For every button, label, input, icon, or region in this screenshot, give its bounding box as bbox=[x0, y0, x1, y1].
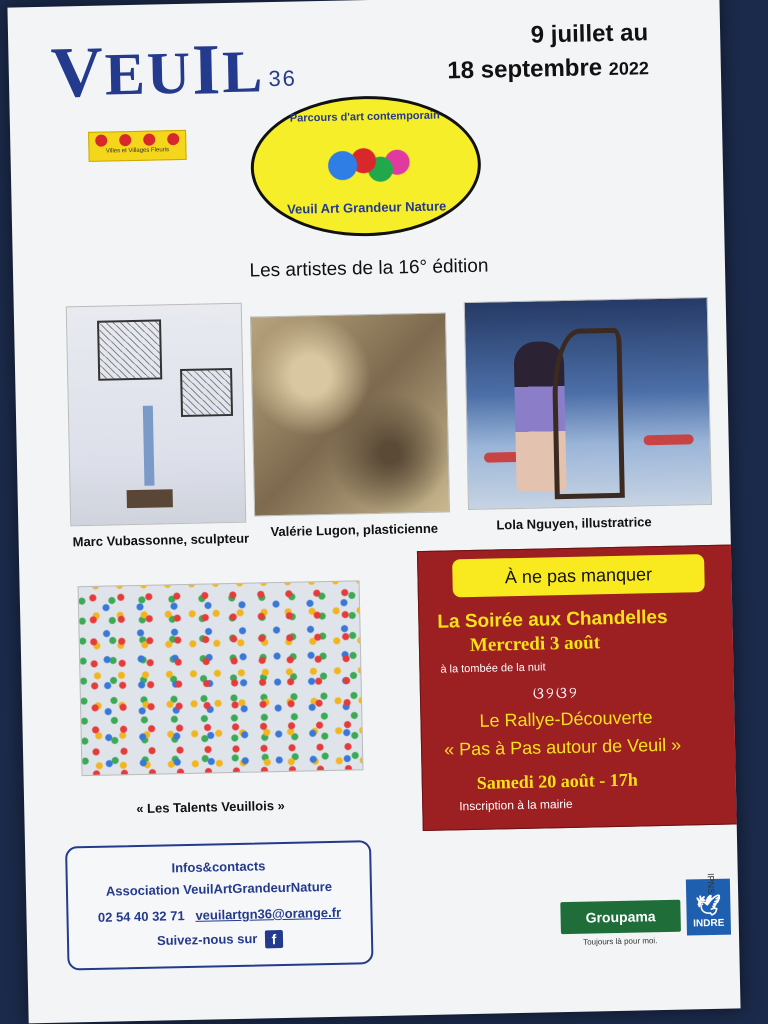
indre-logo: 🕊 INDRE bbox=[686, 879, 731, 936]
bird-icon: 🕊 bbox=[695, 894, 722, 918]
flower-icon bbox=[167, 133, 179, 145]
sculpture-photo bbox=[66, 303, 247, 527]
ne-pas-manquer-label: À ne pas manquer bbox=[452, 554, 705, 597]
phone-number: 02 54 40 32 71 bbox=[97, 908, 185, 925]
parcours-logo: Parcours d'art contemporain Veuil Art Grandeur Nature bbox=[249, 94, 482, 239]
email-link[interactable]: veuilartgn36@orange.fr bbox=[195, 904, 342, 923]
soiree-date: Mercredi 3 août bbox=[469, 632, 601, 657]
groupama-tagline: Toujours là pour moi. bbox=[583, 936, 658, 947]
rallye-date: Samedi 20 août - 17h bbox=[476, 769, 638, 793]
flower-icon bbox=[143, 134, 155, 146]
groupama-logo: Groupama bbox=[560, 900, 681, 935]
villes-fleuris-badge: Villes et Villages Fleuris bbox=[88, 130, 187, 162]
soiree-title: La Soirée aux Chandelles bbox=[437, 606, 668, 633]
paint-splash-icon bbox=[325, 142, 410, 188]
harpist-illustration bbox=[464, 297, 712, 510]
talents-caption: « Les Talents Veuillois » bbox=[136, 797, 285, 817]
facebook-icon[interactable]: f bbox=[265, 930, 283, 948]
rallye-info: Inscription à la mairie bbox=[459, 796, 573, 814]
ipns-label: IPNS bbox=[705, 872, 717, 895]
artist-caption-1: Marc Vubassonne, sculpteur bbox=[72, 530, 250, 550]
contacts-box: Infos&contacts Association VeuilArtGrandeurNature 02 54 40 32 71 veuilartgn36@orange.fr Suivez-nous sur f bbox=[65, 840, 374, 970]
plastic-art-photo bbox=[250, 312, 450, 516]
rallye-title: Le Rallye-Découverte bbox=[479, 707, 653, 731]
soiree-time: à la tombée de la nuit bbox=[440, 661, 546, 676]
talents-artwork-photo bbox=[78, 580, 364, 776]
events-box bbox=[417, 544, 741, 831]
flower-icon bbox=[95, 135, 107, 147]
flower-icon bbox=[119, 134, 131, 146]
artist-caption-2: Valérie Lugon, plasticienne bbox=[270, 520, 439, 540]
event-dates: 9 juillet au 18 septembre 2022 bbox=[447, 19, 650, 85]
artist-caption-3: Lola Nguyen, illustratrice bbox=[496, 514, 652, 533]
flyer-sheet bbox=[7, 0, 740, 1023]
artists-heading: Les artistes de la 16° édition bbox=[249, 255, 489, 282]
ornament-icon: ଓ୨ଓ୨ bbox=[532, 684, 580, 703]
veuil-logo: V EU I L 36 bbox=[49, 29, 298, 113]
rallye-subtitle: « Pas à Pas autour de Veuil » bbox=[443, 734, 682, 760]
